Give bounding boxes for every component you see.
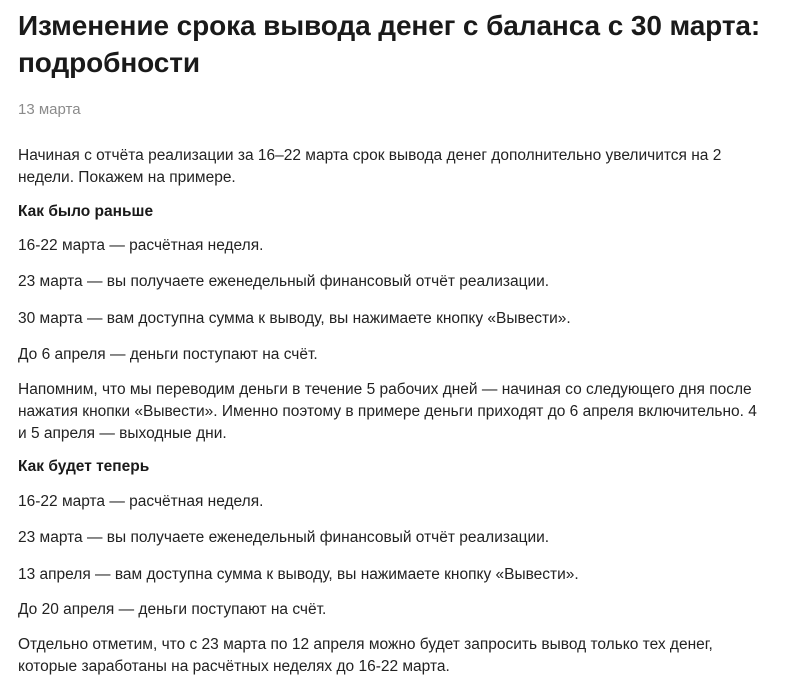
note-line-1: Напомним, что мы переводим деньги в течение 5 рабочих дней — начиная со следующего дня после xyxy=(18,381,752,398)
note-paragraph xyxy=(18,379,786,445)
after-step-1: 16-22 марта — расчётная неделя. xyxy=(18,493,264,510)
before-step-2: 23 марта — вы получаете еженедельный финансовый отчёт реализации. xyxy=(18,273,550,290)
note-line-3: и 5 апреля — выходные дни. xyxy=(18,425,227,442)
final-paragraph xyxy=(18,634,778,678)
intro-paragraph: Начиная с отчёта реализации за 16–22 марта срок вывода денег дополнительно увеличится на 2 недели. Покажем на примере. xyxy=(18,147,722,186)
before-step-1: 16-22 марта — расчётная неделя. xyxy=(18,237,264,254)
before-step-3: 30 марта — вам доступна сумма к выводу, вы нажимаете кнопку «Вывести». xyxy=(18,310,571,327)
before-step-4: До 6 апреля — деньги поступают на счёт. xyxy=(18,346,318,363)
after-step-4: До 20 апреля — деньги поступают на счёт. xyxy=(18,601,327,618)
final-line-2: которые заработаны на расчётных неделях до 16-22 марта. xyxy=(18,658,450,675)
after-step-3: 13 апреля — вам доступна сумма к выводу, вы нажимаете кнопку «Вывести». xyxy=(18,566,579,583)
after-step-2: 23 марта — вы получаете еженедельный финансовый отчёт реализации. xyxy=(18,529,550,546)
article-date: 13 марта xyxy=(18,101,81,118)
final-line-1: Отдельно отметим, что с 23 марта по 12 апреля можно будет запросить вывод только тех денег, xyxy=(18,636,713,653)
note-line-2: нажатия кнопки «Вывести». Именно поэтому в примере деньги приходят до 6 апреля включительно. 4 xyxy=(18,403,757,420)
section-heading-after: Как будет теперь xyxy=(18,458,150,475)
article-title: Изменение срока вывода денег с баланса с 30 марта: подробности xyxy=(18,10,761,78)
section-heading-before: Как было раньше xyxy=(18,203,154,220)
